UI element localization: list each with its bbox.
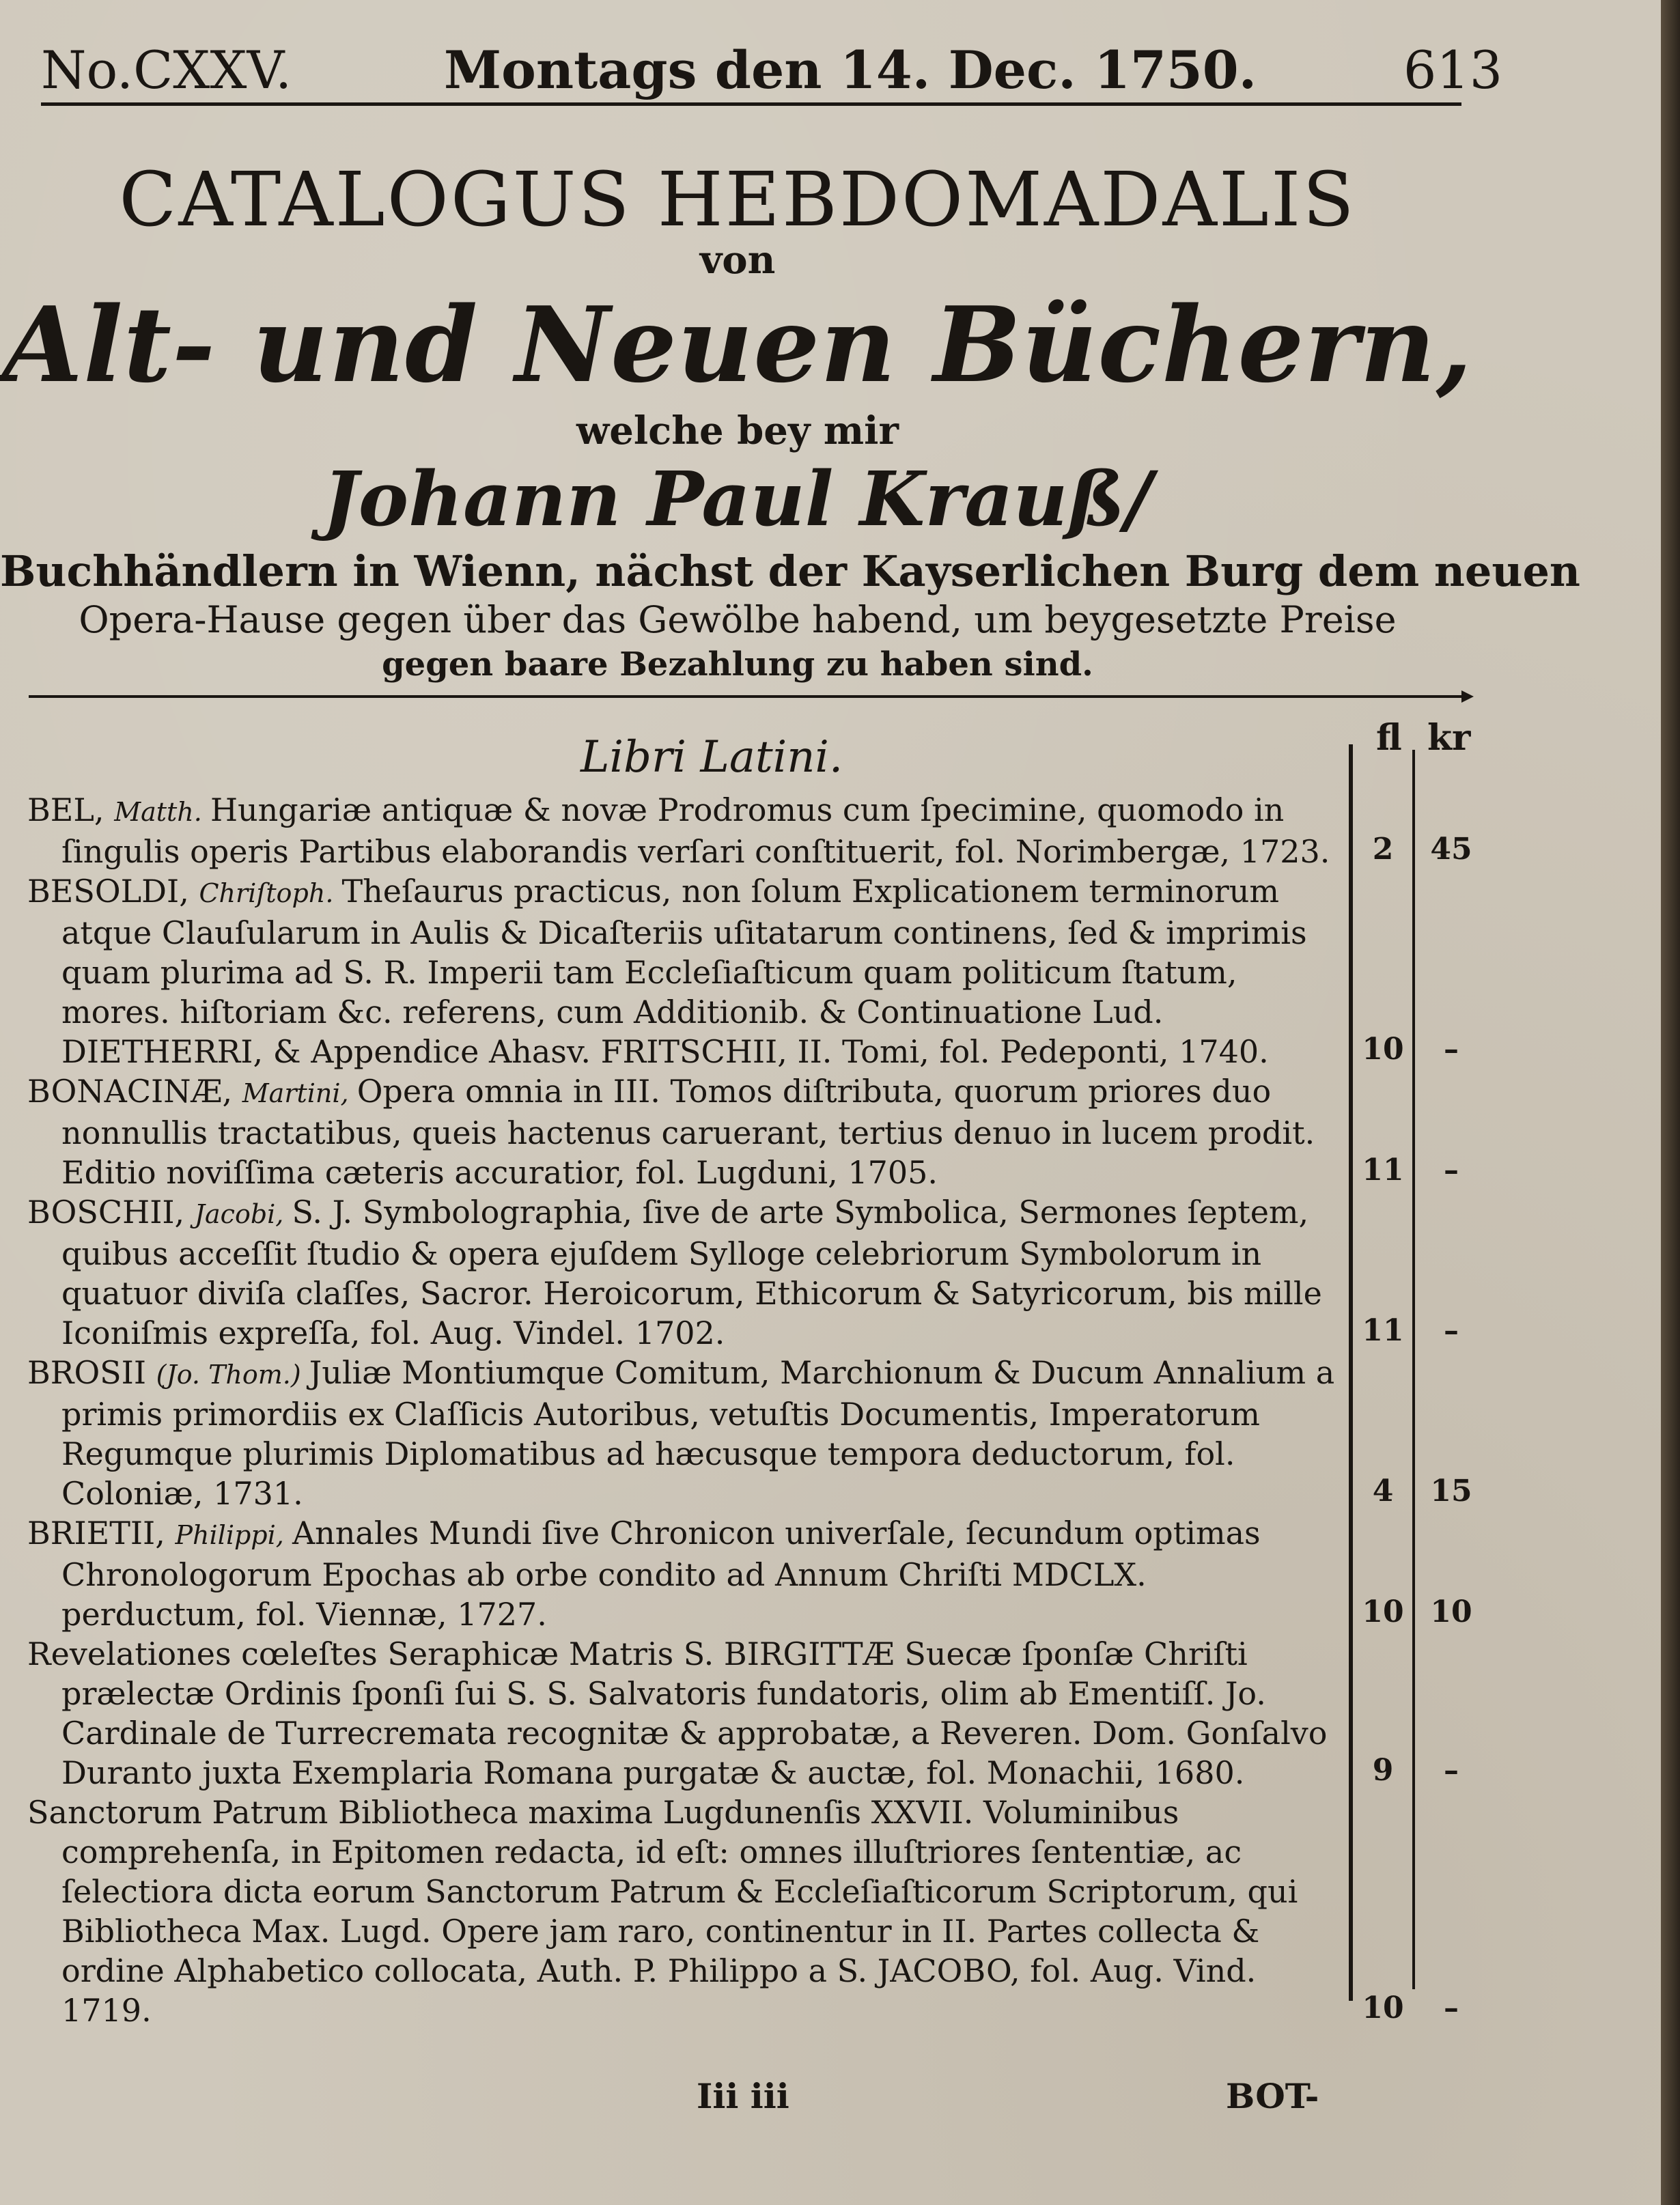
price-kreuzer: – — [1444, 1153, 1459, 1188]
title-books: Alt- und Neuen Büchern, — [2, 283, 1473, 406]
entry-given-name: Chriſtoph. — [199, 878, 342, 908]
entry-text: Theſaurus practicus, non ſolum Explicationem terminorum atque Clauſularum in Aulis & Dicaſteriis uſitatarum continens, ſed & imprimis quam plurima ad S. R. Imperii tam Eccleſiaſticum quam politicum ſtatum, mores. hiſtoriam &c. referens, cum Additionib. & Continuatione Lud. DIETHERRI, & Appendice Ahasv. FRITSCHII, II. Tomi, fol. Pedeponti, 1740. — [61, 873, 1307, 1070]
running-header — [41, 40, 1503, 101]
entry-text: Juliæ Montiumque Comitum, Marchionum & Ducum Annalium a primis primordiis ex Claſſicis Autoribus, vetuſtis Documentis, Imperatorum Regumque plurimis Diplomatibus ad hæcusque tempora deductorum, fol. Coloniæ, 1731. — [61, 1354, 1335, 1512]
catalog-title: CATALOGUS HEBDOMADALIS — [119, 156, 1356, 243]
entry-given-name: Martini, — [242, 1078, 357, 1108]
entry-given-name: (Jo. Thom.) — [156, 1360, 309, 1390]
column-head-fl: fl — [1376, 717, 1402, 759]
catalog-entry — [27, 1353, 1339, 1513]
price-florin: 10 — [1362, 1595, 1404, 1629]
entry-given-name: Jacobi, — [194, 1199, 292, 1229]
catalog-entry — [27, 1192, 1339, 1353]
title-welche: welche bey mir — [576, 408, 899, 453]
entry-author: BOSCHII, — [27, 1194, 195, 1231]
price-kreuzer: – — [1444, 1753, 1459, 1788]
address-line-3: gegen baare Bezahlung zu haben sind. — [382, 645, 1093, 684]
price-florin: 4 — [1372, 1474, 1394, 1508]
price-column-rule — [1349, 744, 1353, 2001]
title-divider — [29, 695, 1470, 698]
address-line-2: Opera-Hause gegen über das Gewölbe habend, um beygesetzte Preise — [79, 598, 1397, 641]
price-florin: 10 — [1362, 1032, 1404, 1067]
price-kreuzer: – — [1444, 1991, 1459, 2025]
catchword: BOT- — [1226, 2076, 1319, 2116]
price-kreuzer: 45 — [1430, 832, 1472, 867]
header-rule — [41, 102, 1461, 106]
kr-column-rule — [1412, 750, 1415, 1989]
title-von: von — [699, 238, 776, 283]
column-head-kr: kr — [1427, 717, 1471, 759]
entry-text: Annales Mundi ſive Chronicon univerſale, ſecundum optimas Chronologorum Epochas ab orbe condito ad Annum Chriſti MDCLX. perductum, fol. Viennæ, 1727. — [61, 1515, 1261, 1633]
catalog-entry — [27, 871, 1339, 1071]
catalog-entry — [27, 1071, 1339, 1192]
entry-author: BROSII — [27, 1354, 156, 1391]
entry-text: Sanctorum Patrum Bibliotheca maxima Lugdunenſis XXVII. Voluminibus comprehenſa, in Epitomen redacta, id eſt: omnes illuſtriores ſententiæ, ac ſelectiora dicta eorum Sanctorum Patrum & Eccleſiaſticorum Scriptorum, qui Bibliotheca Max. Lugd. Opere jam raro, continentur in II. Partes collecta & ordine Alphabetico collocata, Auth. P. Philippo a S. JACOBO, fol. Aug. Vind. 1719. — [27, 1794, 1298, 2029]
signature-mark: Iii iii — [697, 2076, 789, 2116]
catalog-entry — [27, 1513, 1339, 1634]
price-florin: 9 — [1372, 1753, 1394, 1788]
section-heading: Libri Latini. — [580, 732, 843, 783]
entry-text: S. J. Symbolographia, ſive de arte Symbolica, Sermones ſeptem, quibus acceſſit ſtudio & opera ejuſdem Sylloge celebriorum Symbolorum in quatuor diviſa claſſes, Sacror. Heroicorum, Ethicorum & Satyricorum, bis mille Iconiſmis expreſſa, fol. Aug. Vindel. 1702. — [61, 1194, 1322, 1351]
page-edge — [1661, 0, 1680, 2205]
price-florin: 10 — [1362, 1991, 1404, 2025]
entry-text: Hungariæ antiquæ & novæ Prodromus cum ſpecimine, quomodo in ſingulis operis Partibus elaborandis verſari conſtituerit, fol. Norimbergæ, 1723. — [61, 791, 1330, 870]
price-kreuzer: 15 — [1430, 1474, 1472, 1508]
entry-author: BESOLDI, — [27, 873, 199, 910]
entry-given-name: Matth. — [114, 797, 210, 827]
page-number: 613 — [1403, 40, 1503, 100]
price-florin: 11 — [1362, 1153, 1404, 1188]
entry-author: BEL, — [27, 791, 115, 828]
entry-text: Opera omnia in III. Tomos diſtributa, quorum priores duo nonnullis tractatibus, queis hactenus caruerant, tertius denuo in lucem prodit. Editio noviſſima cæteris accuratior, fol. Lugduni, 1705. — [61, 1073, 1315, 1191]
catalog-entry — [27, 790, 1339, 871]
entry-list — [27, 790, 1339, 2030]
catalog-entry — [27, 1634, 1339, 1793]
catalog-entry — [27, 1793, 1339, 2030]
price-florin: 11 — [1362, 1313, 1404, 1348]
entry-text: Revelationes cœleſtes Seraphicæ Matris S. BIRGITTÆ Suecæ ſponſæ Chriſti prælectæ Ordinis ſponſi ſui S. S. Salvatoris fundatoris, olim ab Ementiſſ. Jo. Cardinale de Turrecremata recognitæ & approbatæ, a Reveren. Dom. Gonſalvo Duranto juxta Exemplaria Romana purgatæ & auctæ, fol. Monachii, 1680. — [27, 1635, 1328, 1791]
address-line-1: Buchhändlern in Wienn, nächst der Kayserlichen Burg dem neuen — [0, 546, 1580, 596]
entry-given-name: Philippi, — [175, 1520, 292, 1550]
entry-author: BONACINÆ, — [27, 1073, 242, 1110]
bookseller-name: Johann Paul Krauß/ — [322, 455, 1153, 543]
issue-date: Montags den 14. Dec. 1750. — [444, 40, 1257, 100]
entry-author: BRIETII, — [27, 1515, 176, 1551]
price-kreuzer: – — [1444, 1313, 1459, 1348]
price-florin: 2 — [1372, 832, 1394, 867]
issue-number: No.CXXV. — [41, 40, 292, 100]
price-kreuzer: – — [1444, 1032, 1459, 1067]
price-kreuzer: 10 — [1430, 1595, 1472, 1629]
